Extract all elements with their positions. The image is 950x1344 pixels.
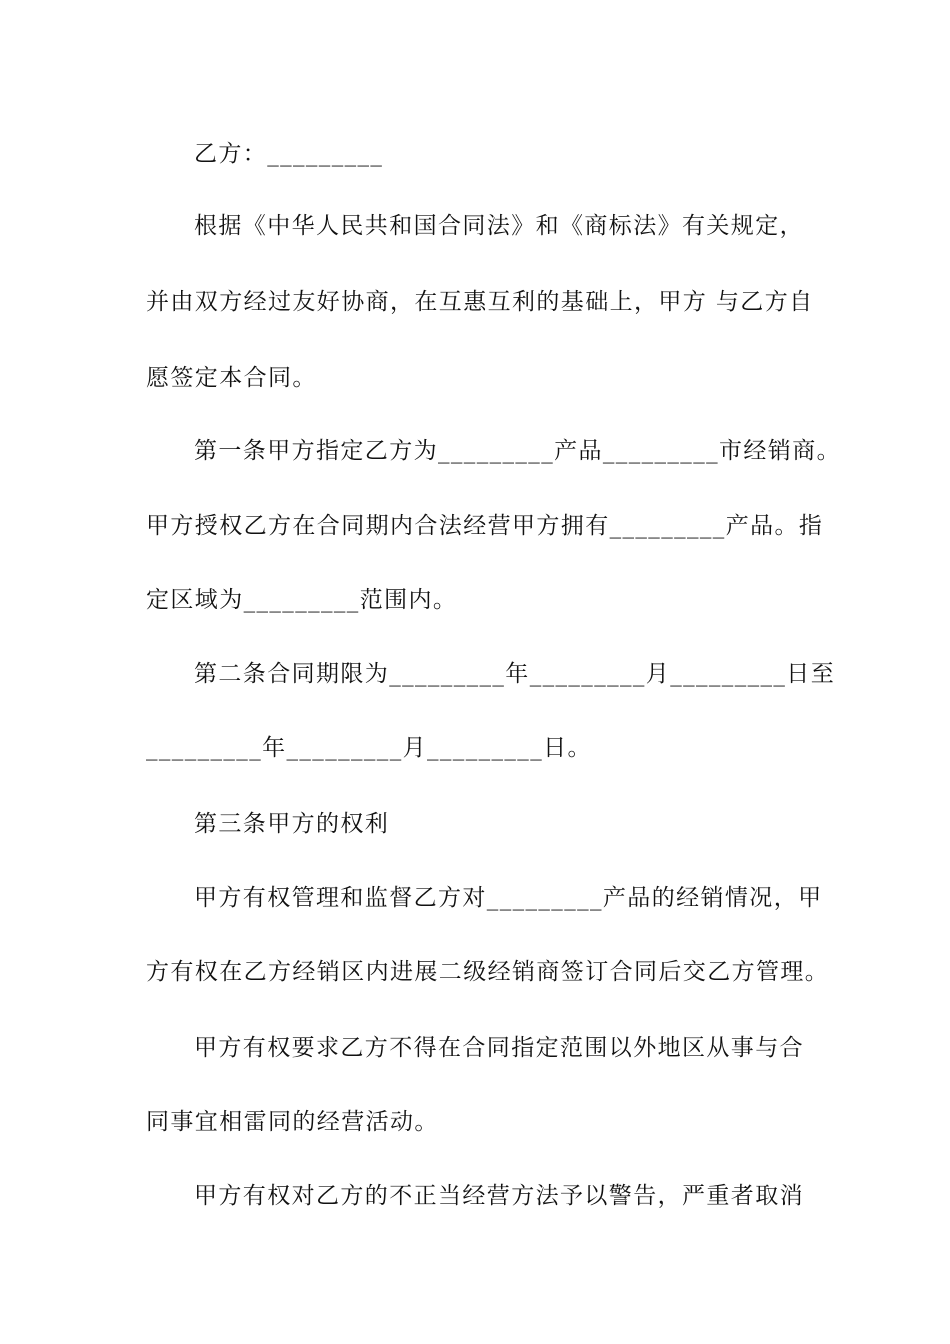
- article-2-line-2: _________年_________月_________日。: [146, 735, 592, 761]
- article-1-line-3: 定区域为_________范围内。: [146, 587, 458, 613]
- article-3-para-1-line-1: 甲方有权管理和监督乙方对_________产品的经销情况，甲: [194, 885, 823, 911]
- preamble-line-2: 并由双方经过友好协商，在互惠互利的基础上，甲方 与乙方自: [146, 289, 814, 315]
- article-3-para-2-line-1: 甲方有权要求乙方不得在合同指定范围以外地区从事与合: [194, 1035, 804, 1061]
- article-3-para-2-line-2: 同事宜相雷同的经营活动。: [146, 1109, 439, 1135]
- article-1-line-1: 第一条甲方指定乙方为_________产品_________市经销商。: [194, 438, 841, 464]
- article-3-para-1-line-2: 方有权在乙方经销区内进展二级经销商签订合同后交乙方管理。: [146, 959, 830, 985]
- article-2-line-1: 第二条合同期限为_________年_________月_________日至: [194, 661, 836, 687]
- preamble-line-3: 愿签定本合同。: [146, 365, 317, 391]
- article-1-line-2: 甲方授权乙方在合同期内合法经营甲方拥有_________产品。指: [146, 513, 824, 539]
- article-3-heading: 第三条甲方的权利: [194, 811, 390, 837]
- party-b-line: 乙方：_________: [194, 141, 384, 167]
- preamble-line-1: 根据《中华人民共和国合同法》和《商标法》有关规定，: [194, 213, 804, 239]
- article-3-para-3-line-1: 甲方有权对乙方的不正当经营方法予以警告，严重者取消: [194, 1183, 804, 1209]
